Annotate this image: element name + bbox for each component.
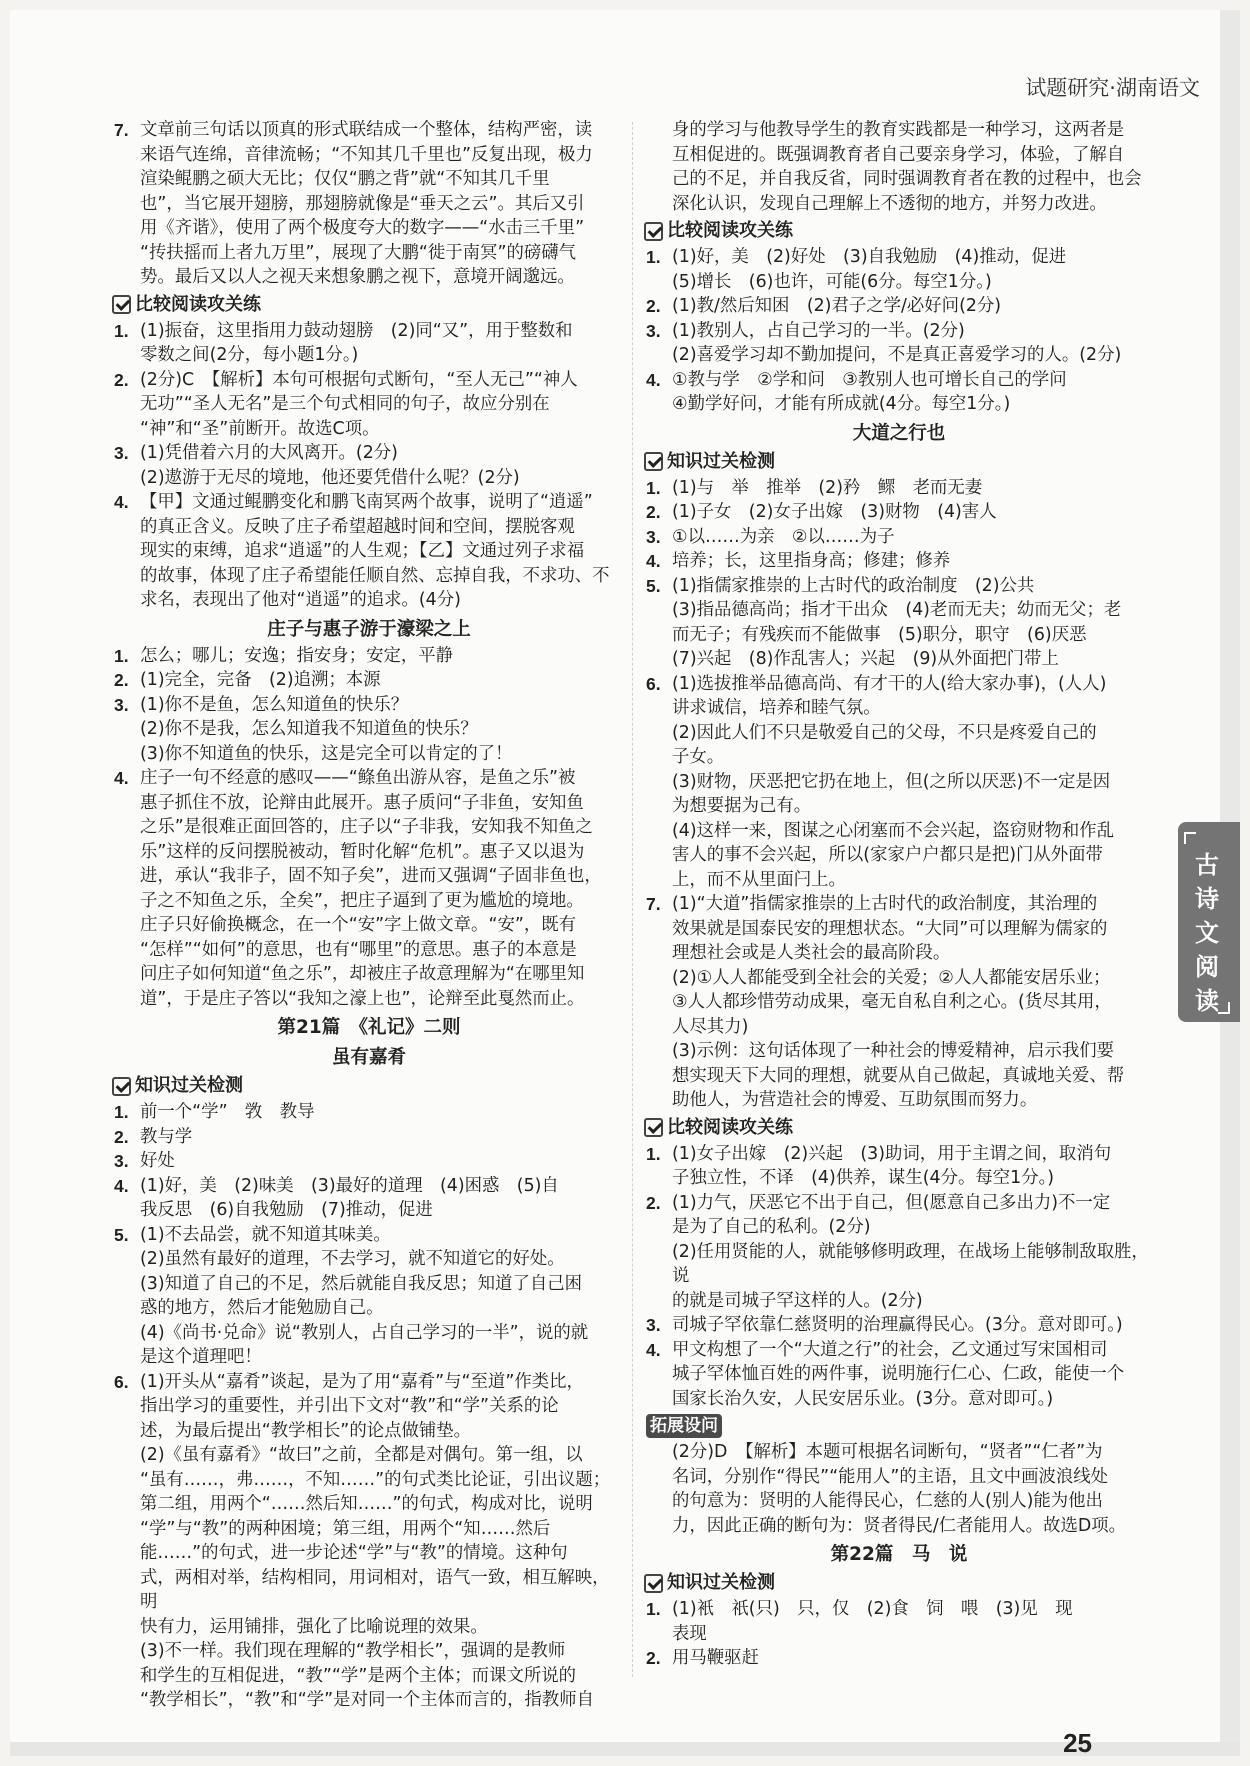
question-number: 1. <box>114 645 129 666</box>
question-number: 3. <box>646 320 661 341</box>
answer-text: 无功”“圣人无名”是三个句式相同的句子，故应分别在 <box>140 394 550 414</box>
answer-item <box>114 368 624 393</box>
answer-line <box>114 1321 624 1346</box>
answer-line <box>114 392 624 417</box>
answer-text: (5)增长 (6)也许，可能(6分。每空1分。) <box>672 271 992 292</box>
question-number: 4. <box>114 492 129 512</box>
answer-item <box>114 441 624 466</box>
answer-text: “神”和“圣”前断开。故选C项。 <box>140 418 380 439</box>
answer-text: 和学生的互相促进，“教”“学”是两个主体；而课文所说的 <box>140 1665 577 1686</box>
answer-item <box>646 1646 1152 1671</box>
answer-line <box>646 1088 1152 1113</box>
answer-text: 的句意为：贤明的人能得民心，仁慈的人(别人)能为他出 <box>672 1491 1103 1511</box>
answer-text: (2)①人人都能受到全社会的关爱；②人人都能安居乐业； <box>672 967 1111 988</box>
answer-text: (2)喜爱学习却不勤加提问，不是真正喜爱学习的人。(2分) <box>672 345 1122 365</box>
answer-text: 害人的事不会兴起，所以(家家户户都只是把)门从外面带 <box>672 845 1103 865</box>
answer-text: 培养；长，这里指身高；修建；修养 <box>672 551 951 571</box>
answer-line <box>646 843 1152 868</box>
answer-text: 身的学习与他教导学生的教育实践都是一种学习，这两者是 <box>672 120 1125 140</box>
question-number: 7. <box>646 894 661 914</box>
answer-line <box>114 216 624 241</box>
answer-text: (1)你不是鱼，怎么知道鱼的快乐？ <box>140 694 409 715</box>
answer-text: 之乐”是很难正面回答的，庄子以“子非我，安知我不知鱼之 <box>140 817 593 837</box>
column-divider <box>632 122 633 1677</box>
question-number: 5. <box>114 1224 129 1245</box>
answer-line <box>114 717 624 742</box>
answer-text: 怎么；哪儿；安逸；指安身；安定，平静 <box>140 645 454 666</box>
answer-text: (1)凭借着六月的大风离开。(2分) <box>140 443 398 463</box>
answer-line <box>646 343 1152 368</box>
answer-item <box>646 294 1152 319</box>
answer-text: 能……”的句式，进一步论述“学”与“教”的情境。这种句 <box>140 1543 568 1563</box>
answer-text: 用马鞭驱赶 <box>672 1648 759 1668</box>
answer-line <box>114 343 624 368</box>
answer-text: 力，因此正确的断句为：贤者得民/仁者能用人。故选D项。 <box>672 1515 1127 1536</box>
answer-text: 甲文构想了一个“大道之行”的社会，乙文通过写宋国相司 <box>672 1339 1108 1360</box>
answer-text: (3)你不知道鱼的快乐，这是完全可以肯定的了！ <box>140 743 513 764</box>
answer-text: 效果就是国泰民安的理想状态。“大同”可以理解为儒家的 <box>672 918 1108 939</box>
page-number: 25 <box>1063 1728 1092 1756</box>
answer-line <box>646 1215 1152 1240</box>
answer-line <box>114 539 624 564</box>
answer-item <box>646 1313 1152 1338</box>
answer-page <box>10 10 1240 1756</box>
answer-text: 的故事，体现了庄子希望能任顺自然、忘掉自我，不求功、不 <box>140 565 610 586</box>
answer-text: 表现 <box>672 1623 707 1644</box>
answer-item <box>114 1223 624 1248</box>
answer-text: 式，两相对举，结构相同，用词相对，语气一致，相互解映，明 <box>140 1567 610 1612</box>
section-heading <box>112 292 624 318</box>
answer-line <box>646 1489 1152 1514</box>
answer-text: (4)这样一来，图谋之心闭塞而不会兴起，盗窃财物和作乱 <box>672 820 1115 841</box>
question-number: 2. <box>646 1192 661 1213</box>
answer-text: “虽有……，弗……，不知……”的句式类比论证，引出议题； <box>140 1469 611 1490</box>
answer-line <box>114 417 624 442</box>
tab-bracket-top <box>1184 832 1196 844</box>
answer-text: (2)遨游于无尽的境地，他还要凭借什么呢？(2分) <box>140 467 520 488</box>
answer-text: (3)指品德高尚；指才干出众 (4)老而无夫；幼而无父；老 <box>672 600 1122 620</box>
answer-text: (4)《尚书·兑命》说“教别人，占自己学习的一半”，说的就 <box>140 1322 589 1343</box>
answer-line <box>646 1440 1152 1465</box>
answer-line <box>646 192 1152 217</box>
answer-line <box>646 1622 1152 1647</box>
article-title: 大道之行也 <box>852 422 946 444</box>
answer-item <box>114 693 624 718</box>
answer-text: ③人人都珍惜劳动成果，毫无自私自利之心。(货尽其用， <box>672 992 1112 1012</box>
answer-text: 述，为最后提出“教学相长”的论点做铺垫。 <box>140 1420 472 1441</box>
answer-text: 前一个“学” 敩 教导 <box>140 1102 315 1122</box>
answer-item <box>114 490 624 515</box>
answer-line <box>646 647 1152 672</box>
section-heading <box>112 1073 624 1099</box>
extension-tag: 拓展设问 <box>646 1414 722 1438</box>
answer-text: 而无子；有残疾而不能做事 (5)职分，职守 (6)厌恶 <box>672 624 1087 645</box>
answer-line <box>646 917 1152 942</box>
answer-line <box>646 392 1152 417</box>
answer-text: (3)财物，厌恶把它扔在地上，但(之所以厌恶)不一定是因 <box>672 771 1111 792</box>
answer-line <box>646 623 1152 648</box>
answer-line <box>114 167 624 192</box>
answer-text: “教学相长”，“教”和“学”是对同一个主体而言的，指教师自 <box>140 1690 595 1710</box>
answer-text: (1)好，美 (2)味美 (3)最好的道理 (4)困惑 (5)自 <box>140 1175 559 1196</box>
answer-line <box>646 868 1152 893</box>
answer-line <box>114 815 624 840</box>
answer-text: 惠子抓住不放，论辩由此展开。惠子质问“子非鱼，安知鱼 <box>140 792 584 813</box>
answer-text: 互相促进的。既强调教育者自己要亲身学习，体验，了解自 <box>672 144 1125 165</box>
answer-line <box>646 270 1152 295</box>
answer-line <box>114 515 624 540</box>
answer-text: 教与学 <box>140 1126 193 1147</box>
answer-text: (1)衹 祇(只) 只，仅 (2)食 饲 喂 (3)见 现 <box>672 1599 1073 1619</box>
answer-text: (3)示例：这句话体现了一种社会的博爱精神，启示我们要 <box>672 1041 1115 1061</box>
answer-text: (1)指儒家推崇的上古时代的政治制度 (2)公共 <box>672 575 1035 596</box>
answer-text: 讲求诚信，培养和睦气氛。 <box>672 698 881 718</box>
answer-line <box>114 143 624 168</box>
question-number: 6. <box>646 673 661 694</box>
answer-line <box>114 1468 624 1493</box>
question-number: 4. <box>114 768 129 788</box>
section-heading <box>644 449 1152 475</box>
answer-line <box>114 791 624 816</box>
answer-line <box>114 588 624 613</box>
answer-text: (2)因此人们不只是敬爱自己的父母，不只是疼爱自己的 <box>672 722 1097 743</box>
answer-text: (3)不一样。我们现在理解的“教学相长”，强调的是教师 <box>140 1641 566 1661</box>
section-heading <box>644 1570 1152 1596</box>
answer-text: 想实现天下大同的理想，就要从自己做起，真诚地关爱、帮 <box>672 1065 1125 1086</box>
question-number: 2. <box>114 369 129 390</box>
answer-item <box>114 118 624 143</box>
answer-text: 惑的地方，然后才能勉励自己。 <box>140 1298 384 1318</box>
answer-line <box>114 987 624 1012</box>
answer-item <box>646 368 1152 393</box>
answer-item <box>646 892 1152 917</box>
question-number: 1. <box>646 477 661 498</box>
answer-line <box>114 1394 624 1419</box>
section-heading <box>644 1115 1152 1141</box>
question-number: 6. <box>114 1371 129 1392</box>
answer-text: (1)子女 (2)女子出嫁 (3)财物 (4)害人 <box>672 502 997 522</box>
answer-item <box>114 1370 624 1395</box>
answer-text: (1)教别人，占自己学习的一半。(2分) <box>672 320 965 341</box>
answer-text: 是这个道理吧！ <box>140 1347 262 1367</box>
answer-line <box>646 1289 1152 1314</box>
answer-text: 问庄子如何知道“鱼之乐”，却被庄子故意理解为“在哪里知 <box>140 964 585 984</box>
answer-text: “抟扶摇而上者九万里”，展现了大鹏“徙于南冥”的磅礴气 <box>140 242 577 263</box>
answer-item <box>646 245 1152 270</box>
answer-item <box>114 1100 624 1125</box>
answer-line <box>646 1039 1152 1064</box>
answer-text: 第二组，用两个“……然后知……”的句式，构成对比，说明 <box>140 1494 593 1514</box>
answer-item <box>646 1338 1152 1363</box>
answer-text: 名词，分别作“得民”“能用人”的主语，且文中画波浪线处 <box>672 1466 1109 1487</box>
answer-item <box>646 1142 1152 1167</box>
answer-line <box>114 1198 624 1223</box>
answer-line <box>114 1615 624 1640</box>
answer-item <box>114 1174 624 1199</box>
answer-item <box>114 1149 624 1174</box>
answer-text: 快有力，运用铺排，强化了比喻说理的效果。 <box>140 1616 488 1637</box>
answer-line <box>114 192 624 217</box>
answer-text: (1)振奋，这里指用力鼓动翅膀 (2)同“又”，用于整数和 <box>140 320 573 341</box>
answer-line <box>114 1664 624 1689</box>
answer-line <box>114 241 624 266</box>
answer-line <box>114 1639 624 1664</box>
answer-line <box>114 1688 624 1713</box>
checkbox-icon <box>112 1077 131 1096</box>
checkbox-icon <box>644 222 663 241</box>
question-number: 1. <box>114 1102 129 1122</box>
answer-text: 城子罕体恤百姓的两件事，说明施行仁心、仁政，能使一个 <box>672 1364 1125 1384</box>
answer-text: 子独立性，不译 (4)供养，谋生(4分。每空1分。) <box>672 1168 1055 1188</box>
answer-line <box>114 1443 624 1468</box>
question-number: 3. <box>114 443 129 463</box>
answer-item <box>646 574 1152 599</box>
answer-line <box>646 1015 1152 1040</box>
question-number: 3. <box>646 526 661 547</box>
answer-item <box>646 319 1152 344</box>
answer-text: 国家长治久安，人民安居乐业。(3分。意对即可。) <box>672 1388 1054 1409</box>
answer-line <box>114 938 624 963</box>
answer-text: 零数之间(2分，每小题1分。) <box>140 345 359 365</box>
answer-line <box>114 1247 624 1272</box>
answer-text: 庄子一句不经意的感叹——“鲦鱼出游从容，是鱼之乐”被 <box>140 768 576 788</box>
answer-text: 庄子只好偷换概念，在一个“安”字上做文章。“安”，既有 <box>140 915 577 935</box>
answer-text: (2分)D 【解析】本题可根据名词断句，“贤者”“仁者”为 <box>672 1442 1103 1462</box>
section-heading-label: 知识过关检测 <box>667 450 775 472</box>
question-number: 1. <box>646 247 661 267</box>
answer-line <box>646 1514 1152 1539</box>
answer-line <box>114 1566 624 1615</box>
answer-text: 渲染鲲鹏之硕大无比；仅仅“鹏之背”就“不知其几千里 <box>140 169 550 189</box>
question-number: 4. <box>114 1175 129 1196</box>
question-number: 2. <box>646 502 661 522</box>
answer-text: 人尽其力) <box>672 1016 749 1037</box>
article-title: 第22篇 马 说 <box>830 1544 968 1565</box>
question-number: 1. <box>646 1599 661 1619</box>
checkbox-icon <box>644 452 663 471</box>
answer-line <box>646 941 1152 966</box>
answer-line <box>646 966 1152 991</box>
answer-item <box>114 319 624 344</box>
answer-item <box>646 549 1152 574</box>
answer-text: “学”与“教”的两种困境；第三组，用两个“知……然后 <box>140 1518 551 1539</box>
answer-text: (1)“大道”指儒家推崇的上古时代的政治制度，其治理的 <box>672 894 1098 914</box>
answer-text: (2)任用贤能的人，就能够修明政理，在战场上能够制敌取胜，说 <box>672 1241 1149 1286</box>
answer-text: 的真正含义。反映了庄子希望超越时间和空间，摆脱客观 <box>140 516 575 537</box>
answer-line <box>114 265 624 290</box>
answer-text: 己的不足，并自我反省，同时强调教育者在教的过程中，也会 <box>672 169 1142 189</box>
answer-text: (1)与 举 推举 (2)矜 鳏 老而无妻 <box>672 477 983 498</box>
question-number: 2. <box>114 1126 129 1147</box>
answer-line <box>646 1387 1152 1412</box>
answer-item <box>114 1125 624 1150</box>
answer-line <box>646 1166 1152 1191</box>
section-heading-label: 知识过关检测 <box>667 1572 775 1593</box>
answer-text: (1)力气，厌恶它不出于自己，但(愿意自己多出力)不一定 <box>672 1192 1111 1213</box>
answer-text: (1)选拔推举品德高尚、有才干的人(给大家办事)，(人人) <box>672 673 1107 694</box>
left-column <box>114 118 624 1713</box>
answer-text: 求名，表现出了他对“逍遥”的追求。(4分) <box>140 590 461 610</box>
question-number: 4. <box>646 369 661 390</box>
answer-line <box>114 1272 624 1297</box>
checkbox-icon <box>112 295 131 314</box>
question-number: 2. <box>114 670 129 690</box>
answer-text: (1)开头从“嘉肴”谈起，是为了用“嘉肴”与“至道”作类比， <box>140 1371 584 1392</box>
answer-text: ④勤学好问，才能有所成就(4分。每空1分。) <box>672 394 1011 414</box>
answer-text: 势。最后又以人之视天来想象鹏之视下，意境开阔邈远。 <box>140 267 575 287</box>
answer-text: 为想要据为己有。 <box>672 796 812 816</box>
question-number: 5. <box>646 575 661 596</box>
answer-line <box>114 1345 624 1370</box>
answer-line <box>646 167 1152 192</box>
answer-text: 上，而不从里面闩上。 <box>672 869 846 890</box>
answer-text: 的就是司城子罕这样的人。(2分) <box>672 1290 923 1311</box>
answer-text: 文章前三句话以顶真的形式联结成一个整体，结构严密，读 <box>140 120 593 140</box>
answer-line <box>646 1465 1152 1490</box>
running-header: 试题研究·湖南语文 <box>1025 76 1200 100</box>
answer-text: (1)好，美 (2)好处 (3)自我勉励 (4)推动，促进 <box>672 247 1067 267</box>
question-number: 3. <box>114 1151 129 1171</box>
section-heading-label: 知识过关检测 <box>135 1075 243 1096</box>
answer-line <box>114 962 624 987</box>
answer-line <box>114 913 624 938</box>
answer-line <box>646 794 1152 819</box>
side-tab-label: 古诗文阅读 <box>1195 851 1219 1015</box>
answer-line <box>114 1419 624 1444</box>
answer-line <box>646 1362 1152 1387</box>
answer-line <box>646 721 1152 746</box>
bottom-margin-strip <box>10 1742 1240 1756</box>
answer-line <box>646 1240 1152 1289</box>
answer-line <box>646 598 1152 623</box>
answer-text: 是为了自己的私利。(2分) <box>672 1217 871 1237</box>
answer-item <box>646 476 1152 501</box>
answer-line <box>646 770 1152 795</box>
answer-text: 助他人，为营造社会的博爱、互助氛围而努力。 <box>672 1090 1038 1110</box>
answer-text: 【甲】文通过鲲鹏变化和鹏飞南冥两个故事，说明了“逍遥” <box>140 492 593 512</box>
answer-text: (2)你不是我，怎么知道我不知道鱼的快乐？ <box>140 719 478 739</box>
answer-text: 子之不知鱼之乐，全矣”，把庄子逼到了更为尴尬的境地。 <box>140 890 584 911</box>
section-heading-label: 比较阅读攻关练 <box>667 1116 793 1138</box>
answer-text: (2)虽然有最好的道理，不去学习，就不知道它的好处。 <box>140 1249 565 1269</box>
answer-line <box>114 1517 624 1542</box>
question-number: 4. <box>646 551 661 571</box>
answer-text: (7)兴起 (8)作乱害人；兴起 (9)从外面把门带上 <box>672 649 1059 669</box>
question-number: 3. <box>114 694 129 715</box>
answer-item <box>646 672 1152 697</box>
answer-text: (1)完全，完备 (2)追溯；本源 <box>140 670 381 690</box>
answer-text: 子女。 <box>672 747 725 767</box>
answer-line <box>114 864 624 889</box>
question-number: 1. <box>646 1143 661 1164</box>
answer-item <box>646 500 1152 525</box>
answer-line <box>646 745 1152 770</box>
question-number: 2. <box>646 296 661 316</box>
answer-line <box>646 819 1152 844</box>
question-number: 2. <box>646 1648 661 1668</box>
answer-text: 指出学习的重要性，并引出下文对“教”和“学”关系的论 <box>140 1396 559 1416</box>
answer-text: ①教与学 ②学和问 ③教别人也可增长自己的学问 <box>672 369 1067 390</box>
answer-text: (1)教/然后知困 (2)君子之学/必好问(2分) <box>672 296 1002 316</box>
answer-text: (1)不去品尝，就不知道其味美。 <box>140 1224 391 1245</box>
answer-text: 好处 <box>140 1151 175 1171</box>
answer-text: 我反思 (6)自我勉励 (7)推动，促进 <box>140 1200 433 1220</box>
extension-tag-row <box>646 1411 1152 1440</box>
checkbox-icon <box>644 1574 663 1593</box>
answer-text: (3)知道了自己的不足，然后就能自我反思；知道了自己困 <box>140 1273 583 1294</box>
checkbox-icon <box>644 1118 663 1137</box>
answer-text: 进，承认“我非子，固不知子矣”，进而又强调“子固非鱼也， <box>140 866 602 886</box>
answer-text: (2分)C 【解析】本句可根据句式断句，“至人无己”“神人 <box>140 369 578 390</box>
answer-line <box>114 1541 624 1566</box>
answer-text: 乐”这样的反问摆脱被动，暂时化解“危机”。惠子又以退为 <box>140 841 585 862</box>
answer-item <box>646 525 1152 550</box>
answer-text: “怎样”“如何”的意思，也有“哪里”的意思。惠子的本意是 <box>140 939 577 960</box>
answer-text: 道”，于是庄子答以“我知之濠上也”，论辩至此戛然而止。 <box>140 988 585 1009</box>
question-number: 1. <box>114 320 129 341</box>
answer-item <box>114 668 624 693</box>
answer-text: 用《齐谐》，使用了两个极度夸大的数字——“水击三千里” <box>140 218 585 238</box>
question-number: 7. <box>114 120 129 140</box>
answer-text: 理想社会或是人类社会的最高阶段。 <box>672 943 951 963</box>
section-heading-label: 比较阅读攻关练 <box>667 220 793 241</box>
answer-item <box>114 766 624 791</box>
answer-line <box>114 466 624 491</box>
article-title: 第21篇 《礼记》二则 <box>277 1017 461 1038</box>
answer-line <box>114 1296 624 1321</box>
answer-text: (1)女子出嫁 (2)兴起 (3)助词，用于主谓之间，取消句 <box>672 1143 1112 1164</box>
answer-line <box>114 840 624 865</box>
answer-line <box>646 1064 1152 1089</box>
answer-item <box>646 1597 1152 1622</box>
answer-text: 现实的束缚，追求“逍遥”的人生观；【乙】文通过列子求福 <box>140 541 585 561</box>
answer-line <box>646 143 1152 168</box>
article-title: 虽有嘉肴 <box>331 1047 406 1068</box>
answer-text: 也”，当它展开翅膀，那翅膀就像是“垂天之云”。其后又引 <box>140 193 585 214</box>
answer-line <box>646 118 1152 143</box>
answer-item <box>646 1191 1152 1216</box>
answer-item <box>114 644 624 669</box>
article-title: 庄子与惠子游于濠梁之上 <box>267 618 471 640</box>
answer-text: 深化认识，发现自己理解上不透彻的地方，并努力改进。 <box>672 193 1107 214</box>
answer-text: (2)《虽有嘉肴》“故曰”之前，全都是对偶句。第一组，以 <box>140 1445 583 1465</box>
answer-text: 来语气连绵，音律流畅；“不知其几千里也”反复出现，极力 <box>140 144 593 165</box>
question-number: 4. <box>646 1339 661 1360</box>
answer-line <box>114 889 624 914</box>
section-heading <box>644 218 1152 244</box>
answer-line <box>114 742 624 767</box>
right-column <box>646 118 1152 1671</box>
answer-line <box>646 990 1152 1015</box>
answer-line <box>114 564 624 589</box>
question-number: 3. <box>646 1315 661 1335</box>
answer-text: ①以……为亲 ②以……为子 <box>672 526 895 547</box>
section-heading-label: 比较阅读攻关练 <box>135 293 261 315</box>
answer-line <box>646 696 1152 721</box>
answer-line <box>114 1492 624 1517</box>
answer-text: 司城子罕依靠仁慈贤明的治理赢得民心。(3分。意对即可。) <box>672 1315 1123 1335</box>
